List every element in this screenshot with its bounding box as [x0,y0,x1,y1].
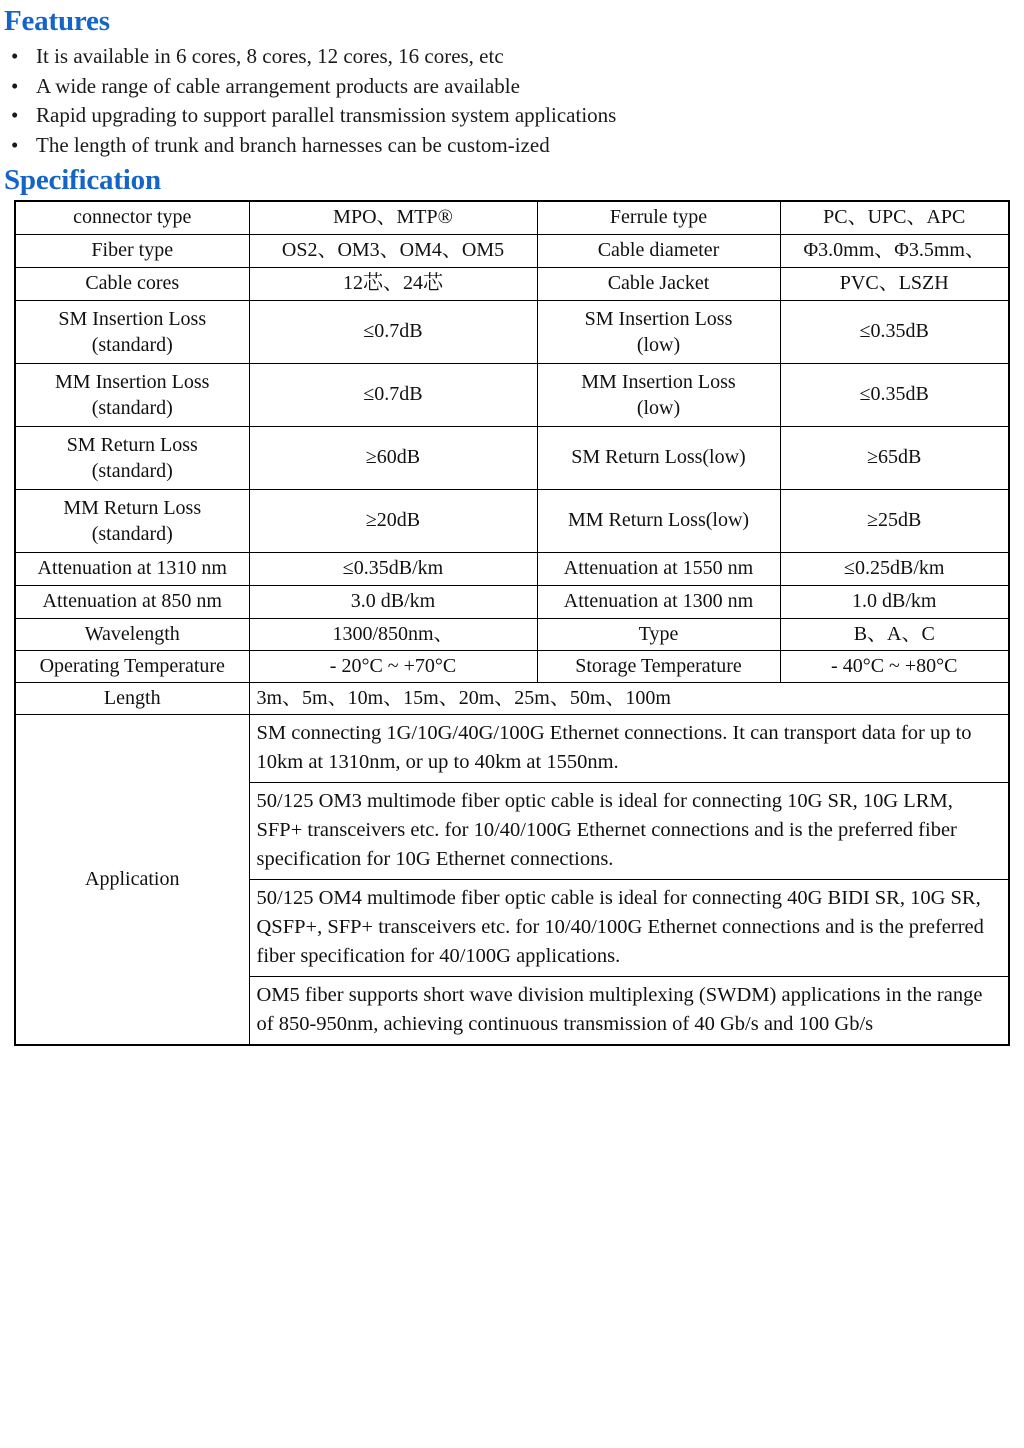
bullet-icon: • [11,44,19,68]
cell-application-paragraph-2: 50/125 OM3 multimode fiber optic cable is ideal for connecting 10G SR, 10G LRM, SFP+ transceivers etc. for 10/40/100G Ethernet connections and is the preferred fiber specification for 10G Ethernet connections. [249,782,1009,879]
table-row [15,618,1009,650]
cell-cable-jacket-label: Cable Jacket [537,267,780,300]
cell-ferrule-type-value: PC、UPC、APC [780,201,1009,234]
cell-length-label: Length [15,682,249,714]
cell-application-paragraph-3: 50/125 OM4 multimode fiber optic cable is ideal for connecting 40G BIDI SR, 10G SR, QSFP+, SFP+ transceivers etc. for 10/40/100G Ethernet connections and is the preferred fiber specification for 40/100G applications. [249,879,1009,976]
specification-table [14,200,1010,1046]
cell-sm-return-low-value: ≥65dB [780,426,1009,489]
label-line-2: (standard) [91,396,173,419]
table-row [15,426,1009,489]
label-line-1: SM Return Loss [66,433,198,456]
table-row [15,650,1009,682]
cell-wavelength-label: Wavelength [15,618,249,650]
bullet-icon: • [11,103,19,127]
cell-type-label: Type [537,618,780,650]
cell-application-paragraph-1: SM connecting 1G/10G/40G/100G Ethernet connections. It can transport data for up to 10km at 1310nm, or up to 40km at 1550nm. [249,714,1009,782]
table-row [15,682,1009,714]
list-item [0,101,1024,131]
cell-storage-temp-label: Storage Temperature [537,650,780,682]
list-item [0,72,1024,102]
cell-mm-return-standard-value: ≥20dB [249,489,537,552]
table-row [15,363,1009,426]
table-row [15,489,1009,552]
cell-sm-return-low-label: SM Return Loss(low) [537,426,780,489]
table-row [15,201,1009,234]
cell-mm-insertion-standard-label [15,363,249,426]
cell-application-label: Application [15,714,249,1045]
label-line-1: SM Insertion Loss [584,307,733,330]
cell-atten-1550-label: Attenuation at 1550 nm [537,552,780,585]
label-line-2: (low) [636,333,681,356]
bullet-icon: • [11,73,19,98]
cell-mm-insertion-standard-value: ≤0.7dB [249,363,537,426]
label-line-2: (standard) [91,459,173,482]
cell-application-paragraph-4: OM5 fiber supports short wave division multiplexing (SWDM) applications in the range of 850-950nm, achieving continuous transmission of 40 Gb/s and 100 Gb/s [249,976,1009,1045]
cell-atten-1310-label: Attenuation at 1310 nm [15,552,249,585]
cell-operating-temp-value: - 20°C ~ +70°C [249,650,537,682]
cell-sm-insertion-standard-label [15,300,249,363]
specification-heading: Specification [4,164,161,196]
cell-sm-return-standard-label [15,426,249,489]
table-row [15,234,1009,267]
feature-text: It is available in 6 cores, 8 cores, 12 cores, 16 cores, etc [36,44,504,68]
cell-cable-cores-value: 12芯、24芯 [249,267,537,300]
table-row [15,552,1009,585]
cell-length-value: 3m、5m、10m、15m、20m、25m、50m、100m [249,682,1009,714]
label-line-1: MM Return Loss [63,496,202,519]
cell-cable-cores-label: Cable cores [15,267,249,300]
cell-type-value: B、A、C [780,618,1009,650]
feature-text: A wide range of cable arrangement products are available [36,73,520,98]
cell-atten-1550-value: ≤0.25dB/km [780,552,1009,585]
bullet-icon: • [11,132,19,157]
cell-connector-type-label: connector type [15,201,249,234]
label-line-2: (low) [636,396,681,419]
cell-cable-jacket-value: PVC、LSZH [780,267,1009,300]
cell-cable-diameter-value: Φ3.0mm、Φ3.5mm、 [780,234,1009,267]
cell-sm-insertion-standard-value: ≤0.7dB [249,300,537,363]
cell-atten-850-label: Attenuation at 850 nm [15,585,249,618]
cell-cable-diameter-label: Cable diameter [537,234,780,267]
label-line-1: SM Insertion Loss [58,307,207,330]
cell-operating-temp-label: Operating Temperature [15,650,249,682]
cell-mm-insertion-low-value: ≤0.35dB [780,363,1009,426]
cell-wavelength-value: 1300/850nm、 [249,618,537,650]
list-item [0,131,1024,161]
cell-fiber-type-label: Fiber type [15,234,249,267]
feature-text: The length of trunk and branch harnesses can be custom-ized [36,132,550,157]
cell-mm-return-low-value: ≥25dB [780,489,1009,552]
table-row [15,300,1009,363]
cell-mm-insertion-low-label [537,363,780,426]
cell-sm-return-standard-value: ≥60dB [249,426,537,489]
table-row [15,714,1009,782]
features-list [0,42,1024,160]
cell-mm-return-standard-label [15,489,249,552]
label-line-2: (standard) [91,522,173,545]
cell-atten-850-value: 3.0 dB/km [249,585,537,618]
cell-atten-1310-value: ≤0.35dB/km [249,552,537,585]
cell-fiber-type-value: OS2、OM3、OM4、OM5 [249,234,537,267]
cell-atten-1300-value: 1.0 dB/km [780,585,1009,618]
label-line-1: MM Insertion Loss [581,370,736,393]
cell-atten-1300-label: Attenuation at 1300 nm [537,585,780,618]
cell-ferrule-type-label: Ferrule type [537,201,780,234]
table-row [15,267,1009,300]
list-item [0,42,1024,72]
label-line-1: MM Insertion Loss [55,370,210,393]
cell-mm-return-low-label: MM Return Loss(low) [537,489,780,552]
cell-connector-type-value: MPO、MTP® [249,201,537,234]
cell-sm-insertion-low-label [537,300,780,363]
table-row [15,585,1009,618]
feature-text: Rapid upgrading to support parallel transmission system applications [36,103,617,127]
cell-storage-temp-value: - 40°C ~ +80°C [780,650,1009,682]
label-line-2: (standard) [91,333,173,356]
features-heading: Features [4,5,110,37]
cell-sm-insertion-low-value: ≤0.35dB [780,300,1009,363]
